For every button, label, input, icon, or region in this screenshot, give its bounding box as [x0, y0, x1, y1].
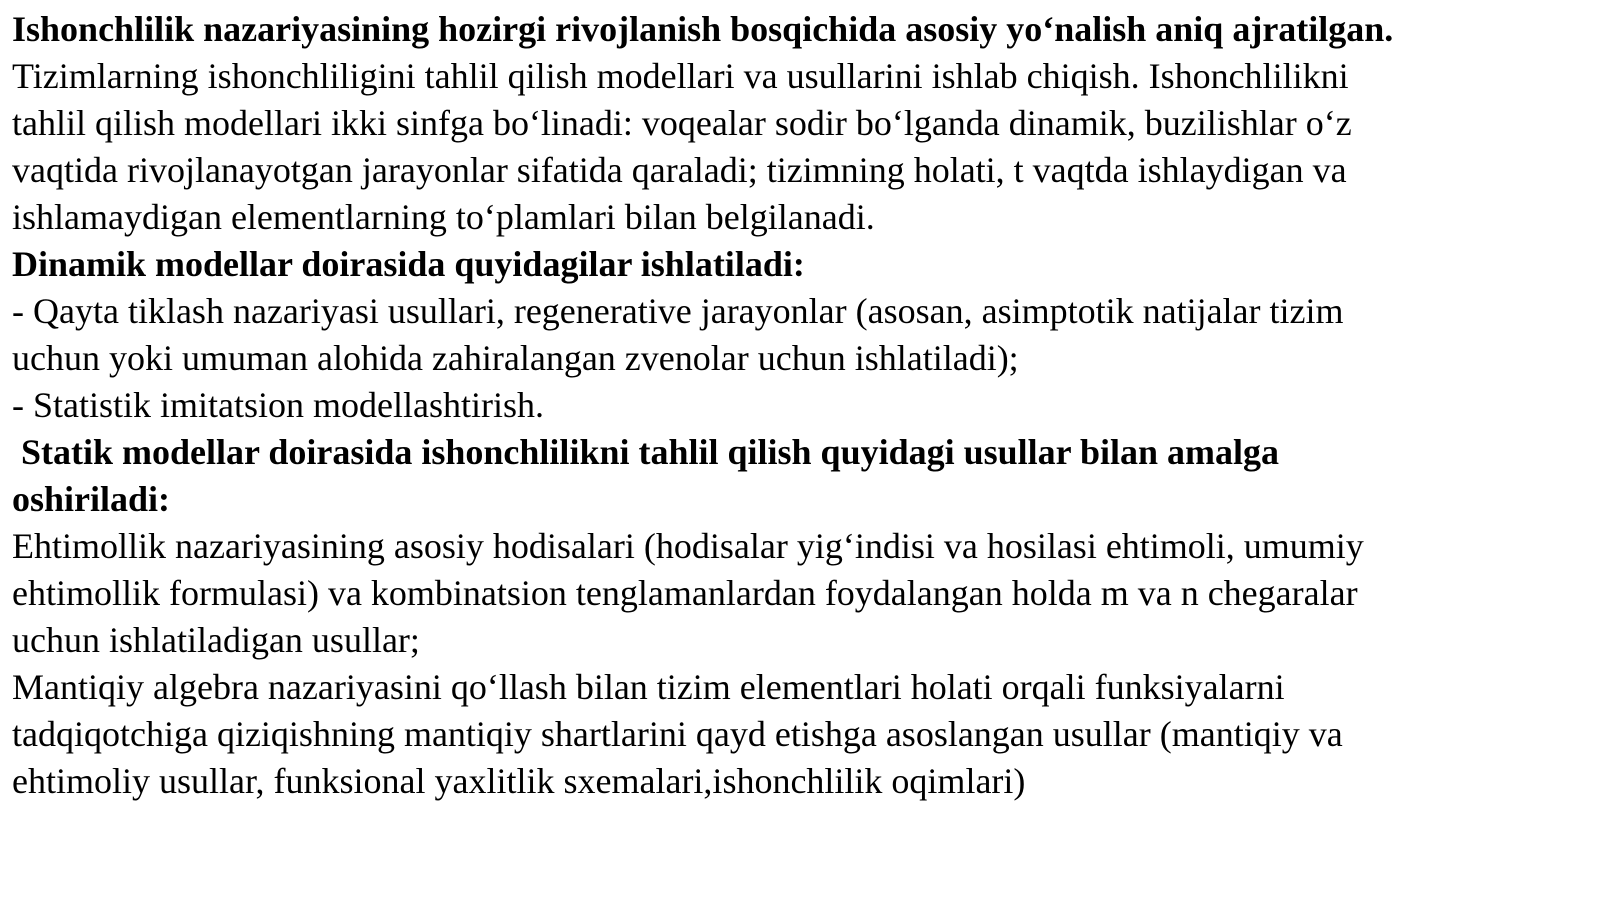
paragraph-line: Ehtimollik nazariyasining asosiy hodisalari (hodisalar yig‘indisi va hosilasi ehtimoli, umumiy	[12, 526, 1364, 566]
heading-static-models-cont: oshiriladi:	[12, 479, 171, 519]
heading-static-models: Statik modellar doirasida ishonchlilikni tahlil qilish quyidagi usullar bilan amalga	[12, 432, 1280, 472]
paragraph-line: Tizimlarning ishonchliligini tahlil qilish modellari va usullarini ishlab chiqish. Ishonchlilikni	[12, 56, 1349, 96]
paragraph-line: ishlamaydigan elementlarning to‘plamlari bilan belgilanadi.	[12, 197, 875, 237]
list-item-line: - Statistik imitatsion modellashtirish.	[12, 385, 544, 425]
paragraph-line: uchun ishlatiladigan usullar;	[12, 620, 420, 660]
paragraph-line: ehtimoliy usullar, funksional yaxlitlik sxemalari,ishonchlilik oqimlari)	[12, 761, 1026, 801]
paragraph-line: tadqiqotchiga qiziqishning mantiqiy shartlarini qayd etishga asoslangan usullar (mantiqiy va	[12, 714, 1343, 754]
list-item-line: - Qayta tiklash nazariyasi usullari, regenerative jarayonlar (asosan, asimptotik natijalar tizim	[12, 291, 1344, 331]
paragraph-line: vaqtida rivojlanayotgan jarayonlar sifatida qaraladi; tizimning holati, t vaqtda ishlaydigan va	[12, 150, 1347, 190]
list-item-line: uchun yoki umuman alohida zahiralangan zvenolar uchun ishlatiladi);	[12, 338, 1019, 378]
heading-main: Ishonchlilik nazariyasining hozirgi rivojlanish bosqichida asosiy yo‘nalish aniq ajratilgan.	[12, 9, 1394, 49]
paragraph-line: ehtimollik formulasi) va kombinatsion tenglamanlardan foydalangan holda m va n chegaralar	[12, 573, 1358, 613]
paragraph-line: tahlil qilish modellari ikki sinfga bo‘linadi: voqealar sodir bo‘lganda dinamik, buzilishlar o‘z	[12, 103, 1352, 143]
heading-dynamic-models: Dinamik modellar doirasida quyidagilar ishlatiladi:	[12, 244, 805, 284]
paragraph-line: Mantiqiy algebra nazariyasini qo‘llash bilan tizim elementlari holati orqali funksiyalarni	[12, 667, 1285, 707]
